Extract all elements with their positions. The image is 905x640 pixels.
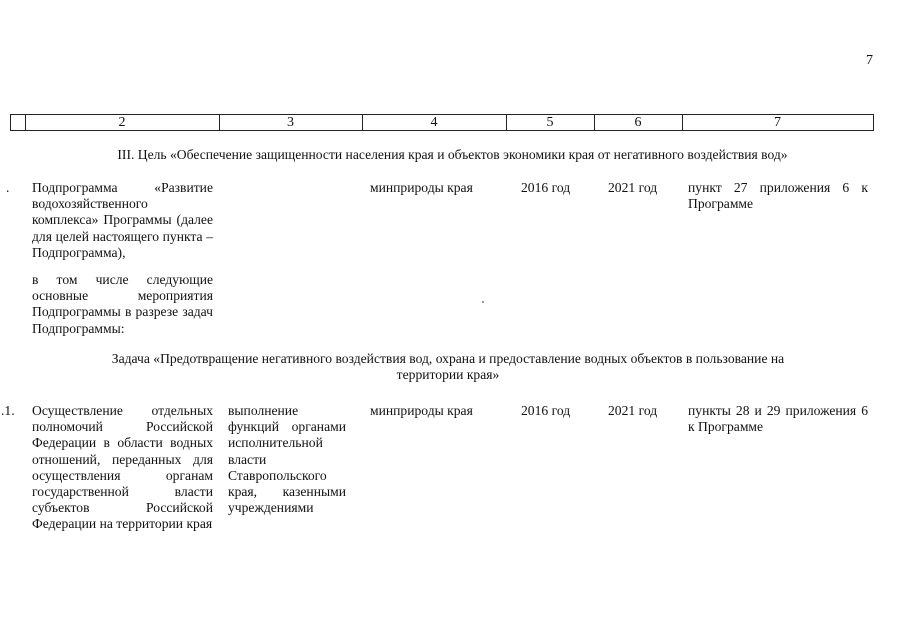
row2-reference: пункты 28 и 29 приложения 6 к Программе bbox=[688, 403, 868, 435]
row2-number: .1. bbox=[1, 403, 15, 418]
header-col-3: 3 bbox=[287, 115, 294, 130]
header-col-2: 2 bbox=[118, 115, 126, 130]
header-col-4: 4 bbox=[430, 115, 438, 130]
row1-number: . bbox=[6, 180, 10, 195]
task-title-line1: Задача «Предотвращение негативного воздействия вод, охрана и предоставление водных объектов в пользование на bbox=[111, 351, 785, 366]
row1-description-continued: в том числе следующие основные мероприятия Подпрограммы в разрезе задач Подпрограммы: bbox=[32, 272, 213, 336]
header-col-5: 5 bbox=[546, 115, 554, 130]
scan-speck bbox=[482, 301, 484, 303]
task-title-line2: территории края» bbox=[396, 367, 500, 382]
row2-executor: минприроды края bbox=[370, 403, 473, 418]
header-col-6: 6 bbox=[634, 115, 642, 130]
row1-executor: минприроды края bbox=[370, 180, 473, 195]
row2-description: Осуществление отдельных полномочий Российской Федерации в области водных отношений, переданных для осуществления органам государственной власти субъектов Российской Федерации на территории края bbox=[32, 403, 213, 532]
row1-start-year: 2016 год bbox=[521, 180, 571, 195]
row1-reference: пункт 27 приложения 6 к Программе bbox=[688, 180, 868, 212]
page-number: 7 bbox=[866, 53, 873, 68]
row2-implementation: выполнение функций органами исполнительной власти Ставропольского края, казенными учреждениями bbox=[228, 403, 346, 516]
row2-start-year: 2016 год bbox=[521, 403, 571, 418]
row1-end-year: 2021 год bbox=[608, 180, 658, 195]
row1-description: Подпрограмма «Развитие водохозяйственного комплекса» Программы (далее для целей настоящего пункта – Подпрограмма), bbox=[32, 180, 213, 260]
header-col-7: 7 bbox=[774, 115, 781, 130]
section-title: III. Цель «Обеспечение защищенности населения края и объектов экономики края от негативного воздействия вод» bbox=[117, 147, 788, 162]
table-header bbox=[10, 114, 874, 131]
row2-end-year: 2021 год bbox=[608, 403, 658, 418]
